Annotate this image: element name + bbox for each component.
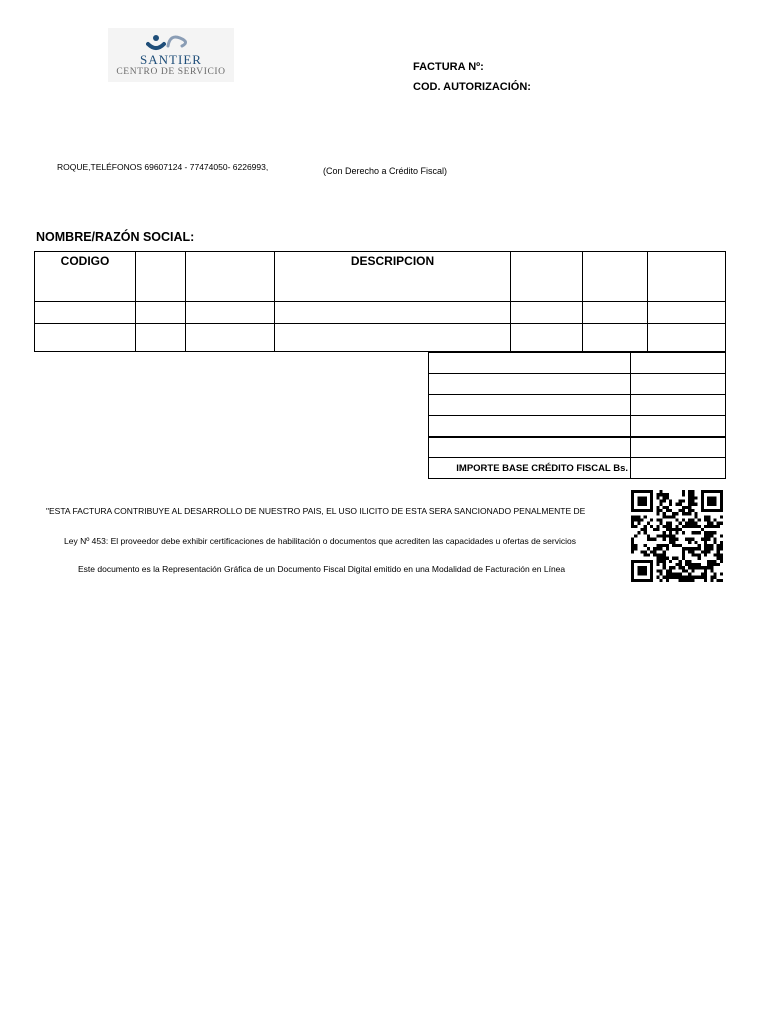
table-cell: [35, 302, 136, 324]
totals-label-cell: [429, 353, 631, 374]
header-codigo: CODIGO: [35, 252, 136, 302]
table-cell: [136, 302, 186, 324]
header-col-5: [511, 252, 583, 302]
company-address: ROQUE,TELÉFONOS 69607124 - 77474050- 6226993,: [57, 162, 269, 172]
items-table: [34, 251, 726, 352]
totals-label-cell: [429, 395, 631, 416]
totals-label-cell: [429, 416, 631, 437]
qr-code-icon: [631, 490, 723, 582]
table-cell: [35, 324, 136, 352]
table-cell: [583, 302, 648, 324]
logo-emblem-icon: [146, 32, 196, 52]
table-cell: [186, 302, 275, 324]
table-row: [35, 324, 726, 352]
totals-value-cell: [631, 416, 726, 437]
table-cell: [136, 324, 186, 352]
factura-number-label: FACTURA Nº:: [413, 61, 484, 73]
totals-value-cell: [631, 437, 726, 458]
items-header-row: [35, 252, 726, 302]
table-cell: [511, 302, 583, 324]
importe-base-value: [631, 458, 726, 479]
client-name-label: NOMBRE/RAZÓN SOCIAL:: [36, 230, 195, 244]
logo-name: SANTIER: [140, 52, 202, 67]
totals-row: [429, 395, 726, 416]
table-cell: [648, 302, 726, 324]
credit-fiscal-note: (Con Derecho a Crédito Fiscal): [323, 166, 448, 176]
totals-label-cell: [429, 374, 631, 395]
header-col-2: [136, 252, 186, 302]
table-row: [35, 302, 726, 324]
importe-base-label: IMPORTE BASE CRÉDITO FISCAL Bs.: [429, 458, 631, 479]
header-col-6: [583, 252, 648, 302]
totals-row: [429, 437, 726, 458]
totals-row: [429, 353, 726, 374]
table-cell: [583, 324, 648, 352]
totals-value-cell: [631, 374, 726, 395]
table-cell: [275, 324, 511, 352]
table-cell: [186, 324, 275, 352]
legend-ley-sancion: "ESTA FACTURA CONTRIBUYE AL DESARROLLO DE NUESTRO PAIS, EL USO ILICITO DE ESTA SERA SANCIONADO PENALMENTE DE: [46, 506, 586, 516]
company-logo: [108, 28, 234, 82]
logo-subtitle: CENTRO DE SERVICIO: [116, 67, 226, 77]
authorization-code-label: COD. AUTORIZACIÓN:: [413, 81, 531, 93]
table-cell: [648, 324, 726, 352]
header-col-3: [186, 252, 275, 302]
totals-label-cell: [429, 437, 631, 458]
header-descripcion: DESCRIPCION: [275, 252, 511, 302]
totals-value-cell: [631, 395, 726, 416]
table-cell: [511, 324, 583, 352]
header-col-7: [648, 252, 726, 302]
legend-ley-453: Ley Nº 453: El proveedor debe exhibir certificaciones de habilitación o documentos que acrediten las capacidades u ofertas de servicios: [64, 536, 576, 546]
table-cell: [275, 302, 511, 324]
totals-row: [429, 416, 726, 437]
totals-value-cell: [631, 353, 726, 374]
importe-base-row: [429, 458, 726, 479]
totals-table: [428, 352, 726, 479]
legend-representacion-grafica: Este documento es la Representación Gráfica de un Documento Fiscal Digital emitido en una Modalidad de Facturación en Línea: [78, 564, 566, 574]
totals-row: [429, 374, 726, 395]
